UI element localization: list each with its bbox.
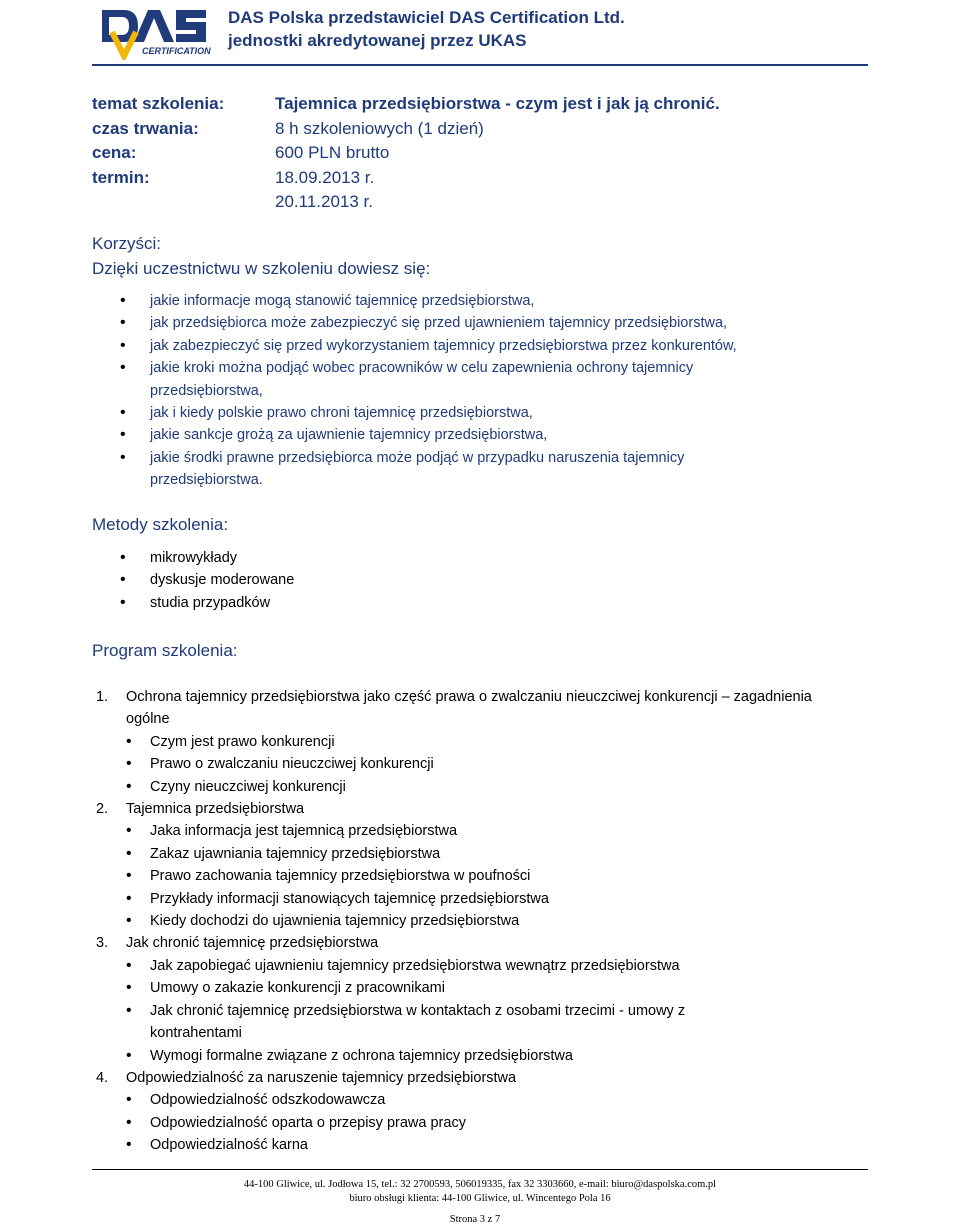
list-item: • Odpowiedzialność karna <box>126 1134 752 1156</box>
list-item: • jakie środki prawne przedsiębiorca może podjąć w przypadku naruszenia tajemnicy przedsiębiorstwa. <box>120 447 760 492</box>
company-line-1: DAS Polska przedstawiciel DAS Certification Ltd. <box>228 8 625 27</box>
section-items <box>126 731 816 798</box>
list-item: • Kiedy dochodzi do ujawnienia tajemnicy przedsiębiorstwa <box>126 910 752 932</box>
list-item: • Wymogi formalne związane z ochrona tajemnicy przedsiębiorstwa <box>126 1045 752 1067</box>
list-item: • Umowy o zakazie konkurencji z pracownikami <box>126 977 752 999</box>
list-item: • Odpowiedzialność oparta o przepisy prawa pracy <box>126 1112 752 1134</box>
svg-text:CERTIFICATION: CERTIFICATION <box>142 46 211 56</box>
footer-office: biuro obsługi klienta: 44-100 Gliwice, ul. Wincentego Pola 16 <box>349 1193 611 1204</box>
program-section-1 <box>96 686 816 798</box>
list-item: • Prawo zachowania tajemnicy przedsiębiorstwa w poufności <box>126 865 752 887</box>
methods-heading: Metody szkolenia: <box>92 515 229 534</box>
list-item: • Czym jest prawo konkurencji <box>126 731 752 753</box>
list-item: • Prawo o zwalczaniu nieuczciwej konkurencji <box>126 753 752 775</box>
company-name <box>228 6 625 52</box>
list-item: • dyskusje moderowane <box>120 569 810 591</box>
list-item: • studia przypadków <box>120 592 810 614</box>
section-title: Tajemnica przedsiębiorstwa <box>126 801 305 818</box>
section-items <box>126 955 816 1067</box>
list-item: • Przykłady informacji stanowiących tajemnicę przedsiębiorstwa <box>126 888 752 910</box>
das-certification-logo <box>94 2 214 60</box>
list-item: • jakie informacje mogą stanowić tajemnicę przedsiębiorstwa, <box>120 290 810 312</box>
company-line-2: jednostki akredytowanej przez UKAS <box>228 31 527 50</box>
page-footer <box>0 1178 960 1206</box>
list-item: • jak i kiedy polskie prawo chroni tajemnicę przedsiębiorstwa, <box>120 402 810 424</box>
section-title: Odpowiedzialność za naruszenie tajemnicy przedsiębiorstwa <box>126 1069 517 1086</box>
list-item: • jak przedsiębiorca może zabezpieczyć się przed ujawnieniem tajemnicy przedsiębiorstwa, <box>120 312 810 334</box>
benefits-list <box>120 290 810 492</box>
benefits-intro: Dzięki uczestnictwu w szkoleniu dowiesz się: <box>92 259 431 278</box>
list-item: • Jak zapobiegać ujawnieniu tajemnicy przedsiębiorstwa wewnątrz przedsiębiorstwa <box>126 955 752 977</box>
info-label: temat szkolenia: <box>92 94 225 113</box>
section-items <box>126 820 816 932</box>
list-item: • Jak chronić tajemnicę przedsiębiorstwa w kontaktach z osobami trzecimi - umowy z kontrahentami <box>126 1000 752 1045</box>
list-item: • jak zabezpieczyć się przed wykorzystaniem tajemnicy przedsiębiorstwa przez konkurentów, <box>120 335 810 357</box>
info-value: 20.11.2013 r. <box>275 192 373 211</box>
info-value: 8 h szkoleniowych (1 dzień) <box>275 118 484 138</box>
program-heading: Program szkolenia: <box>92 641 238 660</box>
program-section-2 <box>96 798 816 932</box>
list-item: • jakie sankcje grożą za ujawnienie tajemnicy przedsiębiorstwa, <box>120 424 810 446</box>
info-value: 600 PLN brutto <box>275 143 390 162</box>
section-number: 3. <box>96 935 109 952</box>
section-number: 4. <box>96 1069 109 1086</box>
section-number: 1. <box>96 689 109 705</box>
section-number: 2. <box>96 801 109 818</box>
info-label: cena: <box>92 143 137 162</box>
info-value: 18.09.2013 r. <box>275 167 375 187</box>
program-section-3 <box>96 932 816 1066</box>
list-item: • Zakaz ujawniania tajemnicy przedsiębiorstwa <box>126 843 752 865</box>
section-items <box>126 1089 816 1156</box>
methods-list <box>120 547 810 614</box>
info-label: czas trwania: <box>92 118 199 138</box>
footer-divider <box>92 1169 868 1170</box>
info-value: Tajemnica przedsiębiorstwa - czym jest i jak ją chronić. <box>275 94 720 113</box>
benefits-heading: Korzyści: <box>92 234 161 253</box>
section-title: Jak chronić tajemnicę przedsiębiorstwa <box>126 935 379 952</box>
section-title: Ochrona tajemnicy przedsiębiorstwa jako część prawa o zwalczaniu nieuczciwej konkurencji – zagadnienia ogólne <box>126 689 812 728</box>
program-section-4 <box>96 1067 816 1157</box>
program-list <box>96 686 816 1157</box>
page-header <box>92 0 868 66</box>
footer-address: 44-100 Gliwice, ul. Jodłowa 15, tel.: 32 2700593, 506019335, fax 32 3303660, e-mail: biuro@daspolska.com.pl <box>243 1179 717 1190</box>
list-item: • mikrowykłady <box>120 547 810 569</box>
list-item: • jakie kroki można podjąć wobec pracowników w celu zapewnienia ochrony tajemnicy przedsiębiorstwa, <box>120 357 760 402</box>
list-item: • Odpowiedzialność odszkodowawcza <box>126 1089 752 1111</box>
page-number: Strona 3 z 7 <box>449 1214 501 1225</box>
info-label: termin: <box>92 167 150 187</box>
list-item: • Jaka informacja jest tajemnicą przedsiębiorstwa <box>126 820 752 842</box>
list-item: • Czyny nieuczciwej konkurencji <box>126 776 752 798</box>
